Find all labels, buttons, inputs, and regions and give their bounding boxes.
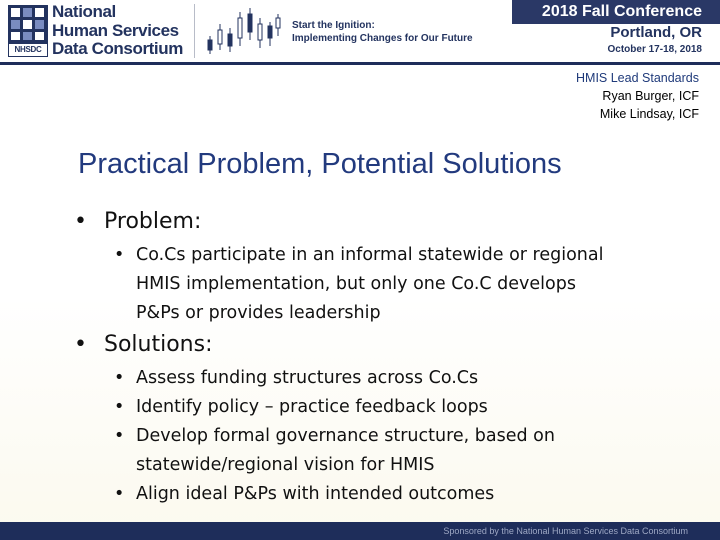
sub-bullet-text: P&Ps or provides leadership	[136, 303, 381, 323]
presenter-name: Ryan Burger, ICF	[602, 89, 699, 103]
bullet-dot-icon: •	[74, 332, 87, 357]
bullet-label: Problem:	[104, 209, 202, 234]
theme-line: Start the Ignition:	[292, 20, 375, 31]
bullet-label: Solutions:	[104, 332, 213, 357]
conference-dates: October 17-18, 2018	[607, 44, 702, 55]
conference-theme	[292, 19, 473, 45]
bullet-dot-icon: •	[114, 245, 125, 265]
banner-rule	[0, 62, 720, 65]
sub-bullet-text: statewide/regional vision for HMIS	[136, 455, 435, 475]
header-divider	[194, 4, 195, 58]
sub-bullet-text: Co.Cs participate in an informal statewide or regional	[136, 245, 604, 265]
bullet-dot-icon: •	[114, 484, 125, 504]
sub-bullet	[74, 364, 694, 393]
theme-line: Implementing Changes for Our Future	[292, 33, 473, 44]
sub-bullet-text: Assess funding structures across Co.Cs	[136, 368, 479, 388]
session-topic: HMIS Lead Standards	[576, 71, 699, 85]
sub-bullet	[74, 422, 694, 480]
organization-name	[52, 3, 188, 59]
bullet-dot-icon: •	[114, 426, 125, 446]
sub-bullet	[74, 241, 694, 328]
conference-title: 2018 Fall Conference	[512, 0, 720, 24]
presenters-block	[576, 69, 699, 123]
sub-bullet	[74, 393, 694, 422]
bullet-list	[74, 207, 694, 509]
sub-bullet-text: Identify policy – practice feedback loops	[136, 397, 488, 417]
conference-info	[512, 0, 720, 62]
nhsdc-logo	[8, 5, 48, 57]
header-banner	[0, 0, 720, 62]
bullet-dot-icon: •	[74, 209, 87, 234]
org-name-line: Human Services	[52, 20, 179, 40]
org-name-line: National	[52, 2, 116, 21]
sub-bullet-text: HMIS implementation, but only one Co.C develops	[136, 274, 576, 294]
sub-bullet-text: Develop formal governance structure, based on	[136, 426, 555, 446]
sponsor-footer: Sponsored by the National Human Services Data Consortium	[0, 522, 720, 540]
bullet-solutions	[74, 330, 694, 360]
ignition-graphic	[204, 6, 282, 56]
bullet-dot-icon: •	[114, 397, 125, 417]
sub-bullet-text: Align ideal P&Ps with intended outcomes	[136, 484, 495, 504]
presenter-name: Mike Lindsay, ICF	[599, 107, 699, 121]
logo-text: NHSDC	[8, 43, 48, 57]
conference-city: Portland, OR	[610, 24, 702, 41]
bullet-problem	[74, 207, 694, 237]
bullet-dot-icon: •	[114, 368, 125, 388]
sub-bullet	[74, 480, 694, 509]
org-name-line: Data Consortium	[52, 39, 183, 58]
slide-title: Practical Problem, Potential Solutions	[78, 148, 562, 180]
